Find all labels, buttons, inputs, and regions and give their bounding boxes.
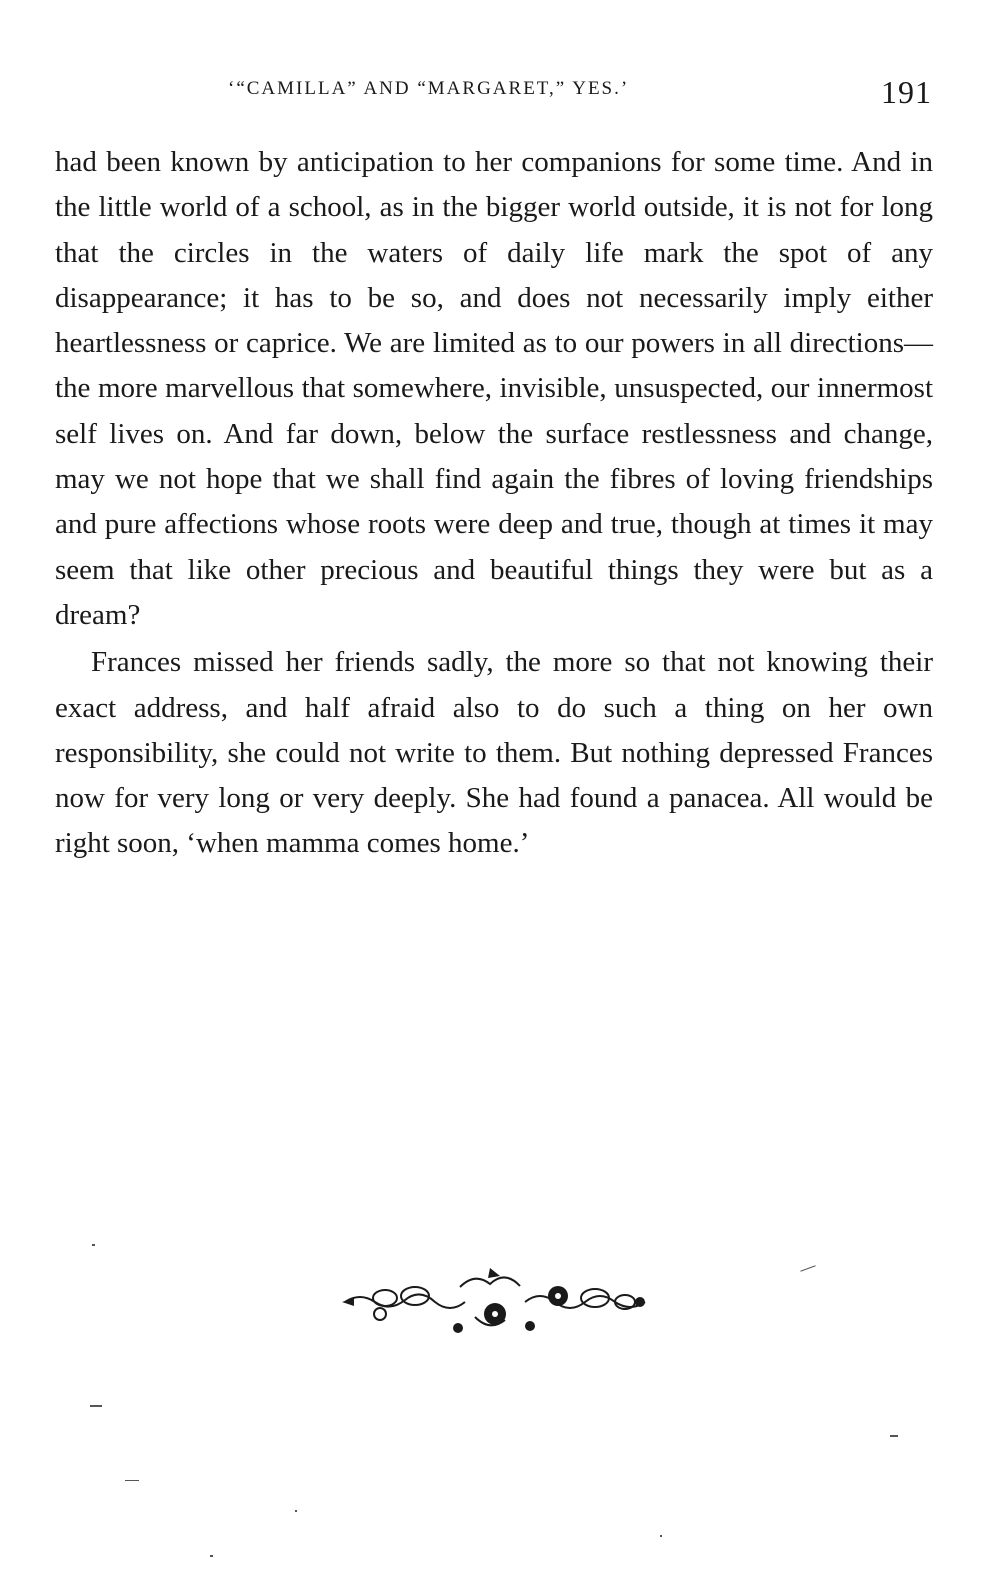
speck: [890, 1435, 898, 1437]
speck: [295, 1510, 297, 1512]
speck: [92, 1244, 95, 1246]
body-text: [55, 140, 933, 867]
speck: [800, 1265, 815, 1271]
running-title: ‘“CAMILLA” AND “MARGARET,” YES.’: [228, 78, 630, 99]
paragraph: Frances missed her friends sadly, the more so that not knowing their exact address, and half afraid also to do such a thing on her own responsibility, she could not write to them. But nothing depressed Frances now for very long or very deeply. She had found a panacea. All would be right soon, ‘when mamma comes home.’: [55, 646, 933, 860]
speck: [125, 1480, 139, 1481]
floral-ornament-icon: [340, 1262, 650, 1342]
paragraph: had been known by anticipation to her companions for some time. And in the little world of a school, as in the bigger world outside, it is not for long that the circles in the waters of daily life mark the spot of any disappearance; it has to be so, and does not necessarily imply either heartlessness or caprice. We are limited as to our powers in all directions—the more marvellous that somewhere, invisible, unsuspected, our innermost self lives on. And far down, below the surface restlessness and change, may we not hope that we shall find again the fibres of loving friendships and pure affections whose roots were deep and true, though at times it may seem that like other precious and beautiful things they were but as a dream?: [55, 146, 933, 631]
speck: [210, 1555, 213, 1557]
speck: [90, 1405, 102, 1407]
page-number: 191: [881, 74, 932, 110]
speck: [660, 1535, 662, 1537]
